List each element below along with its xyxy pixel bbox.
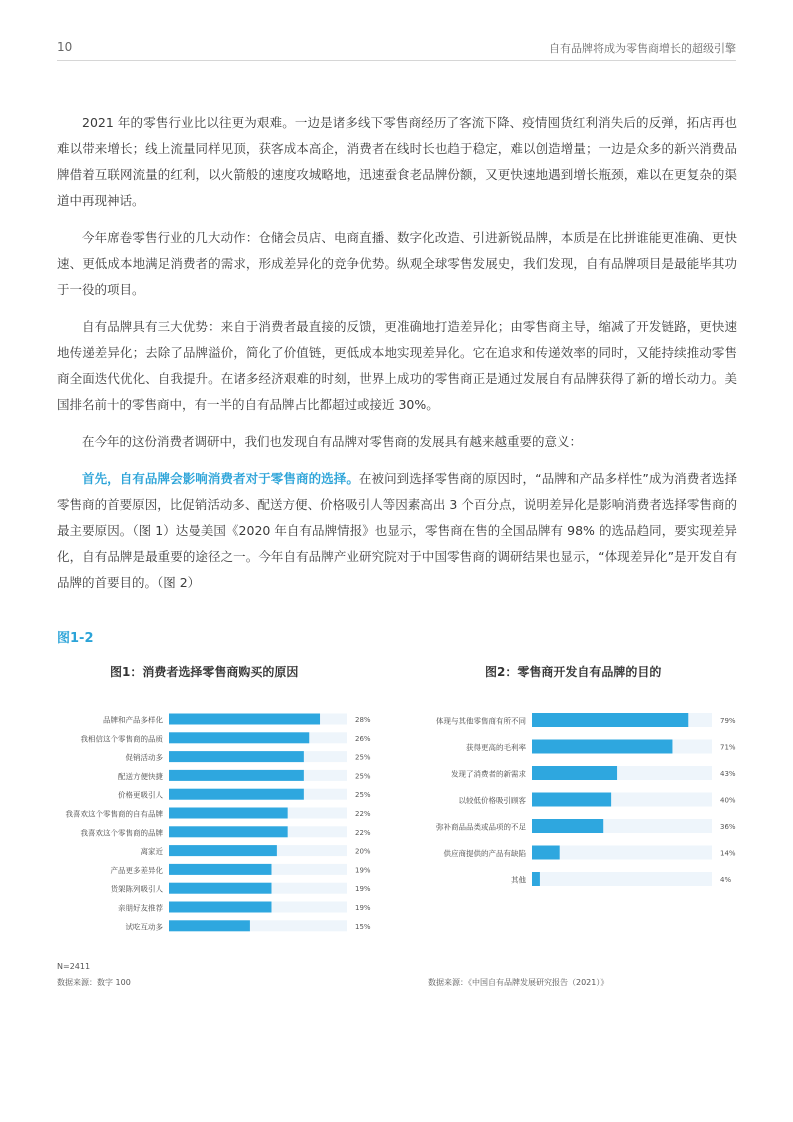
chart-1-bar xyxy=(169,902,271,913)
chart-2-value-label: 36% xyxy=(720,823,736,831)
chart-2-bar-track xyxy=(532,872,712,886)
chart-2-row xyxy=(436,819,736,833)
chart-1-bar xyxy=(169,789,304,800)
chart-2-bar xyxy=(532,766,617,780)
paragraph-text: 在今年的这份消费者调研中，我们也发现自有品牌对零售商的发展具有越来越重要的意义： xyxy=(82,434,583,449)
chart-2-bar xyxy=(532,846,560,860)
chart-1-value-label: 19% xyxy=(355,885,371,894)
chart-1-category-label: 产品更多差异化 xyxy=(110,865,163,875)
chart-1-row xyxy=(111,864,371,875)
chart-2-value-label: 43% xyxy=(720,770,736,778)
chart-2-bar xyxy=(532,740,672,754)
chart-2-category-label: 弥补商品品类或品项的不足 xyxy=(436,822,526,832)
paragraph-5 xyxy=(57,466,737,596)
chart-1-source: 数据来源：数字 100 xyxy=(57,978,131,987)
chart-1-row xyxy=(81,826,371,837)
chart-1-row xyxy=(81,732,371,743)
chart-1-category-label: 促销活动多 xyxy=(125,753,163,763)
chart-1-value-label: 25% xyxy=(355,772,371,781)
paragraph-text: 2021 年的零售行业比以往更为艰难。一边是诸多线下零售商经历了客流下降、疫情囤货红利消失后的反弹，拓店再也难以带来增长；线上流量同样见顶，获客成本高企，消费者在线时长也趋于稳定，难以创造增量；一边是众多的新兴消费品牌借着互联网流量的红利，以火箭般的速度攻城略地，迅速蚕食老品牌份额，又更快速地遇到增长瓶颈，难以在更复杂的渠道中再现神话。 xyxy=(57,115,737,208)
paragraph-4 xyxy=(57,429,737,455)
chart-2-category-label: 体现与其他零售商有所不同 xyxy=(436,716,526,726)
chart-1-category-label: 亲朋好友推荐 xyxy=(118,903,163,913)
chart-1-bar xyxy=(169,826,288,837)
chart-1-value-label: 22% xyxy=(355,828,371,837)
chart-1-category-label: 我喜欢这个零售商的品牌 xyxy=(80,828,163,838)
chart-2-value-label: 14% xyxy=(720,849,736,858)
paragraph-3 xyxy=(57,314,737,418)
chart-2-bar xyxy=(532,713,688,727)
chart-2-bar xyxy=(532,872,540,886)
chart-1-sample-note: N=2411 xyxy=(57,962,91,971)
chart-1-row xyxy=(118,902,371,913)
chart-1-category-label: 品牌和产品多样化 xyxy=(103,715,163,725)
chart-1-category-label: 配送方便快捷 xyxy=(118,771,163,781)
chart-2-category-label: 供应商提供的产品有缺陷 xyxy=(443,849,526,858)
chart-1-bar xyxy=(169,714,320,725)
chart-1-row xyxy=(141,845,371,856)
chart-2-category-label: 获得更高的毛利率 xyxy=(466,743,526,752)
body-text xyxy=(57,110,737,607)
chart-1-category-label: 我相信这个零售商的品质 xyxy=(80,734,163,744)
chart-2-row xyxy=(511,872,731,886)
paragraph-1 xyxy=(57,110,737,214)
chart-1-bar xyxy=(169,864,271,875)
chart-1-reasons-bar-chart xyxy=(57,705,387,940)
chart-1-value-label: 19% xyxy=(355,904,371,912)
chart-1-row xyxy=(118,770,371,781)
chart-1-category-label: 货架陈列吸引人 xyxy=(110,884,163,894)
chart-1-row xyxy=(118,789,371,800)
chart-1-value-label: 25% xyxy=(355,753,371,762)
chart-1-value-label: 25% xyxy=(355,791,371,800)
chart-1-bar xyxy=(169,845,277,856)
chart-2-value-label: 71% xyxy=(720,743,736,752)
chart-2-source: 数据来源：《中国自有品牌发展研究报告（2021）》 xyxy=(428,978,609,987)
chart-2-row xyxy=(451,766,736,780)
paragraph-2 xyxy=(57,225,737,303)
chart-2-bar xyxy=(532,819,603,833)
chart-2-value-label: 40% xyxy=(720,796,736,805)
chart-2-value-label: 4% xyxy=(720,876,732,884)
chart-1-category-label: 我喜欢这个零售商的自有品牌 xyxy=(65,809,163,819)
chart-1-value-label: 15% xyxy=(355,922,371,931)
chart-1-value-label: 22% xyxy=(355,810,371,818)
chart-1-bar xyxy=(169,770,304,781)
chart-1-category-label: 离家近 xyxy=(140,847,163,857)
chart-1-bar xyxy=(169,808,288,819)
chart-2-row xyxy=(466,740,736,754)
chart-1-value-label: 28% xyxy=(355,716,371,724)
chart-1-value-label: 20% xyxy=(355,847,371,856)
chart-1-value-label: 26% xyxy=(355,734,371,743)
figure-label: 图1-2 xyxy=(57,631,94,646)
chart-2-purpose-bar-chart xyxy=(420,705,750,895)
paragraph-text: 今年席卷零售行业的几大动作：仓储会员店、电商直播、数字化改造、引进新锐品牌，本质是在比拼谁能更准确、更快速、更低成本地满足消费者的需求，形成差异化的竞争优势。纵观全球零售发展史，我们发现，自有品牌项目是最能毕其功于一役的项目。 xyxy=(57,230,737,297)
paragraph-text: 自有品牌具有三大优势：来自于消费者最直接的反馈，更准确地打造差异化；由零售商主导，缩减了开发链路，更快速地传递差异化；去除了品牌溢价，简化了价值链，更低成本地实现差异化。它在追求和传递效率的同时，又能持续推动零售商全面迭代优化、自我提升。在诸多经济艰难的时刻，世界上成功的零售商正是通过发展自有品牌获得了新的增长动力。美国排名前十的零售商中，有一半的自有品牌占比都超过或接近 30%。 xyxy=(57,319,737,412)
page-header xyxy=(57,38,736,61)
chart-2-title: 图2：零售商开发自有品牌的目的 xyxy=(485,665,662,679)
page-number: 10 xyxy=(57,40,73,54)
chart-1-bar xyxy=(169,883,271,894)
chart-2-bar xyxy=(532,793,611,807)
chart-1-category-label: 价格更吸引人 xyxy=(118,790,163,800)
chart-1-row xyxy=(66,808,371,819)
chart-1-bar xyxy=(169,920,250,931)
chart-1-row xyxy=(103,714,371,725)
chart-1-category-label: 试吃互动多 xyxy=(125,922,163,932)
chart-1-row xyxy=(126,920,371,931)
paragraph-text: 在被问到选择零售商的原因时，“品牌和产品多样性”成为消费者选择零售商的首要原因，比促销活动多、配送方便、价格吸引人等因素高出 3 个百分点，说明差异化是影响消费者选择零售商的最主要原因。（图 1）达曼美国《2020 年自有品牌情报》也显示，零售商在售的全国品牌有 98% 的选品趋同，要实现差异化，自有品牌是最重要的途径之一。今年自有品牌产业研究院对于中国零售商的调研结果也显示，“体现差异化”是开发自有品牌的首要目的。（图 2） xyxy=(57,471,737,590)
paragraph-highlight: 首先，自有品牌会影响消费者对于零售商的选择。 xyxy=(82,471,359,486)
chart-2-category-label: 其他 xyxy=(511,875,526,885)
chart-2-row xyxy=(444,846,736,860)
running-title: 自有品牌将成为零售商增长的超级引擎 xyxy=(549,42,736,55)
chart-2-category-label: 以较低价格吸引顾客 xyxy=(458,796,526,805)
chart-1-title: 图1：消费者选择零售商购买的原因 xyxy=(110,665,299,679)
chart-1-value-label: 19% xyxy=(355,866,371,875)
chart-2-row xyxy=(459,793,736,807)
chart-2-category-label: 发现了消费者的新需求 xyxy=(451,769,526,779)
chart-1-row xyxy=(126,751,371,762)
chart-2-value-label: 79% xyxy=(720,717,736,725)
chart-1-bar xyxy=(169,751,304,762)
chart-2-row xyxy=(436,713,736,727)
chart-1-row xyxy=(111,883,371,894)
chart-1-bar xyxy=(169,732,309,743)
